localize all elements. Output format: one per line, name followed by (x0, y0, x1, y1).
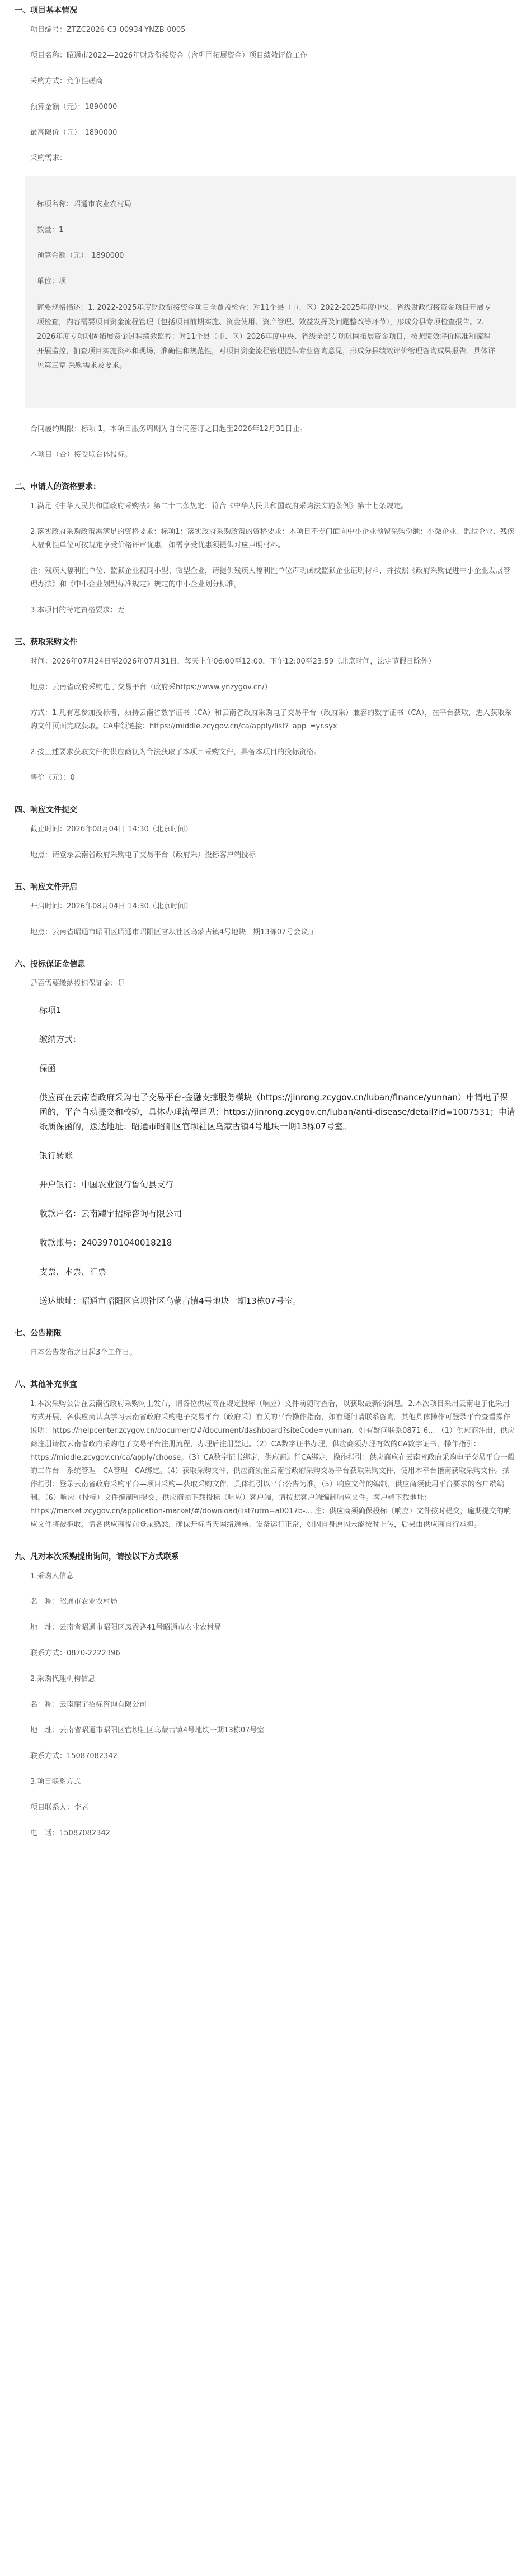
demand-budget: 预算金额（元）：1890000 (37, 252, 124, 260)
demand-box (25, 176, 516, 408)
purchaser-phone: 联系方式：0870-2222396 (30, 1649, 120, 1658)
project-contact-heading: 3.项目联系方式 (30, 1778, 81, 1786)
section-notice-period-title: 七、公告期限 (15, 1329, 62, 1338)
doc-price: 售价（元）：0 (30, 774, 75, 782)
budget-amount: 预算金额（元）：1890000 (30, 103, 118, 111)
demand-unit: 单位：项 (37, 277, 67, 286)
demand-lot-name: 标项名称：昭通市农业农村局 (37, 200, 132, 209)
section-contact-title: 九、凡对本次采购提出询问，请按以下方式联系 (15, 1552, 179, 1561)
deposit-required: 是否需要缴纳投标保证金：是 (30, 979, 125, 988)
opening-time: 开启时间：2026年08月04日 14:30（北京时间） (30, 902, 192, 911)
project-number: 项目编号：ZTZC2026-C3-00934-YNZB-0005 (30, 26, 186, 34)
project-name: 项目名称：昭通市2022—2026年财政衔接资金（含巩固拓展资金）项目绩效评价工作 (30, 51, 308, 60)
purchaser-name: 名 称：昭通市农业农村局 (30, 1598, 118, 1606)
deposit-guarantee: 保函 (39, 1063, 57, 1073)
section-obtain-docs-title: 三、获取采购文件 (15, 638, 77, 647)
section-submit-title: 四、响应文件提交 (15, 806, 77, 815)
other-matters[interactable]: 1.本次采购公告在云南省政府采购网上发布，请各位供应商在规定投标（响应）文件前随时查看，以获取最新的消息。2.本次项目采用云南电子化采用方式开展，各供应商认真学习云南省政府采购电子交易平台（政府采）有关的平台操作指南，如有疑问请联系咨询。其他具体操作可登录平台查看操作说明：https://helpcenter.zcygov.cn/document/#/document/dashboard?siteCode=yunnan，如有疑问联系0871-6... （1）供应商注册，供应商注册请按云南省政府采购电子交易平台注册流程，办理后注册登记。（2）CA数字证书办理，供应商须办理有效的CA数字证书，操作指引：https://middle.zcygov.cn/ca/apply/choose。（3）CA数字证书绑定，供应商进行CA绑定，操作指引：供应商应在云南省政府采购电子交易平台一般的工作台—系统管理—CA管理—CA绑定。（4）获取采购文件，供应商须在云南省政府采购交易平台获取采购文件，使用本平台指南获取采购文件。操作指引：登录云南省政府采购平台—项目采购—获取采购文件，具体指引以平台公告为准。（5）响应文件的编制，供应商须使用平台要求的客户端编制。（6）响应（投标）文件编制和提交，供应商须下载投标（响应）客户端，请按照客户端编制响应文件。客户端下载地址：https://market.zcygov.cn/application-market/#/download/list?utm=a0017b-... 注：供应商须确保投标（响应）文件按时提交，逾期提交的响应文件将被拒收。请各供应商提前登录熟悉，确保开标当天网络通畅、设备运行正常，如因自身原因未能按时上传，后果由供应商自行承担。 (30, 1400, 515, 1529)
obtain-place[interactable]: 地点：云南省政府采购电子交易平台（政府采https://www.ynzygov.cn/） (30, 683, 272, 692)
max-price: 最高限价（元）：1890000 (30, 129, 118, 137)
qualification-note: 注：残疾人福利性单位、监狱企业视同小型、微型企业，请提供残疾人福利性单位声明函或监狱企业证明材料，并按照《政府采购促进中小企业发展管理办法》和《中小企业划型标准规定》规定的中小企业划分标准。 (30, 567, 511, 589)
section-qualification-title: 二、申请人的资格要求： (15, 482, 101, 491)
obtain-time: 时间：2026年07月24日至2026年07月31日，每天上午06:00至12:00，下午12:00至23:59（北京时间，法定节假日除外） (30, 657, 436, 666)
deposit-bank: 开户银行：中国农业银行鲁甸县支行 (39, 1180, 174, 1190)
qualification-2: 2.落实政府采购政策需满足的资格要求：标项1：落实政府采购政策的资格要求：本项目不专门面向中小企业预留采购份额；小微企业、监狱企业、残疾人福利性单位可按规定享受价格评审优惠。如需享受优惠须提供对应声明材料。 (30, 528, 515, 550)
opening-place: 地点：云南省昭通市昭阳区昭通市昭阳区官坝社区乌蒙古镇4号地块一期13栋07号会议厅 (30, 928, 316, 936)
purchaser-address: 地 址：云南省昭通市昭阳区凤霞路41号昭通市农业农村局 (30, 1623, 222, 1632)
section-other-title: 八、其他补充事宜 (15, 1380, 77, 1389)
qualification-1: 1.满足《中华人民共和国政府采购法》第二十二条规定；符合《中华人民共和国政府采购法实施条例》第十七条规定。 (30, 502, 408, 510)
section-basic-info-title: 一、项目基本情况 (15, 6, 77, 15)
submit-deadline: 截止时间：2026年08月04日 14:30（北京时间） (30, 825, 192, 834)
deposit-delivery-address: 送达地址：昭通市昭阳区官坝社区乌蒙古镇4号地块一期13栋07号室。 (39, 1296, 301, 1306)
deposit-lot: 标项1 (39, 1005, 62, 1015)
agency-heading: 2.采购代理机构信息 (30, 1675, 96, 1683)
agency-address: 地 址：云南省昭通市昭阳区官坝社区乌蒙古镇4号地块一期13栋07号室 (30, 1726, 265, 1735)
deposit-methods-label: 缴纳方式： (39, 1034, 82, 1044)
agency-phone: 联系方式：15087082342 (30, 1752, 118, 1760)
section-opening-title: 五、响应文件开启 (15, 883, 77, 892)
notice-period: 自本公告发布之日起3个工作日。 (30, 1348, 137, 1357)
project-contact-phone: 电 话：15087082342 (30, 1829, 110, 1838)
qualification-3: 3.本项目的特定资格要求：无 (30, 606, 125, 614)
deposit-account-no: 收款账号：24039701040018218 (39, 1238, 172, 1248)
deposit-bank-label: 银行转账 (39, 1150, 73, 1161)
submit-place: 地点：请登录云南省政府采购电子交易平台（政府采）投标客户端投标 (30, 851, 256, 859)
deposit-account-name: 收款户名：云南耀宇招标咨询有限公司 (39, 1209, 182, 1219)
section-deposit-title: 六、投标保证金信息 (15, 960, 85, 969)
purchaser-heading: 1.采购人信息 (30, 1572, 74, 1580)
demand-description: 简要规格描述：1. 2022-2025年度财政衔接资金项目全覆盖检查：对11个县（市、区）2022-2025年度中央、省级财政衔接资金项目开展专项检查，内容需要项目资金流程管理（包括项目前期实施、资金使用、资产管理、效益发挥及问题整改等环节），形成分县专项检查报告。2. 2026年度专项巩固拓展资金过程绩效监控：对11个县（市、区）2026年度中央、省级全部专项巩固拓展资金项目，按照绩效评价标准和流程开展监控，抽查项目实施资料和现场，准确性和规范性，对项目资金流程管理提供专业咨询意见，形成分县绩效评价管理咨询成果报告。具体详见第三章 采购需求及要求。 (37, 304, 496, 370)
contract-period: 合同履约期限：标项 1，本项目服务周期为自合同签订之日起至2026年12月31日止。 (30, 425, 307, 433)
obtain-method[interactable]: 方式：1.凡有意参加投标者，须持云南省数字证书（CA）和云南省政府采购电子交易平台（政府采）兼容的数字证书（CA），在平台获取，进入获取采购文件页面完成获取。CA申领链接：https://middle.zcygov.cn/ca/apply/list?_app_=yr.syx (30, 709, 512, 731)
deposit-guarantee-desc[interactable]: 供应商在云南省政府采购电子交易平台-金融支撑服务模块（https://jinrong.zcygov.cn/luban/finance/yunnan）申请电子保函的，平台自动提交和校验，具体办理流程详见：https://jinrong.zcygov.cn/luban/anti-disease/detail?id=1007531；申请纸质保函的，送达地址：昭通市昭阳区官坝社区乌蒙古镇4号地块一期13栋07号室。 (39, 1092, 515, 1131)
joint-bidding: 本项目（否）接受联合体投标。 (30, 451, 133, 459)
deposit-transfer: 支票、本票、汇票 (39, 1267, 107, 1277)
demand-quantity: 数量：1 (37, 226, 64, 234)
demand-label: 采购需求： (30, 154, 67, 163)
obtain-method-2: 2.按上述要求获取文件的供应商视为合法获取了本项目采购文件，具备本项目的投标资格。 (30, 748, 321, 756)
project-contact-person: 项目联系人：李老 (30, 1803, 89, 1812)
agency-name: 名 称：云南耀宇招标咨询有限公司 (30, 1701, 147, 1709)
procurement-method: 采购方式：竞争性磋商 (30, 77, 104, 86)
